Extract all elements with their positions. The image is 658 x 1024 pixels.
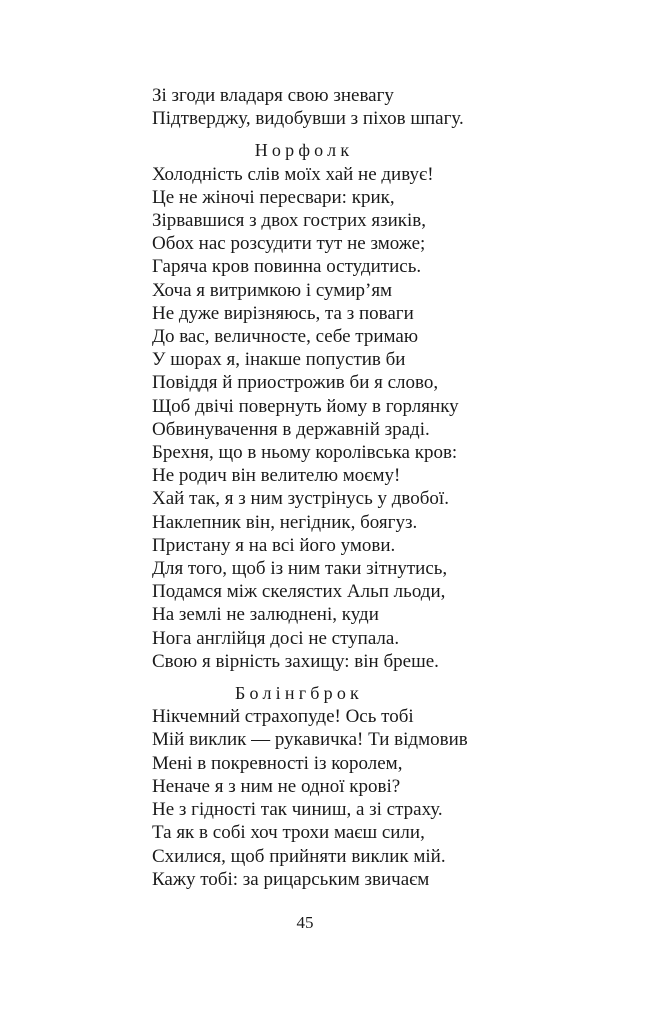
bolingbroke-speech xyxy=(152,705,552,891)
verse-line: Неначе я з ним не одної крові? xyxy=(152,775,401,797)
verse-line: Зі згоди владаря свою зневагу xyxy=(152,85,394,106)
verse-text xyxy=(152,84,552,891)
verse-line: Мій виклик — рукавичка! Ти відмовив xyxy=(152,729,468,751)
verse-line: Хоча я витримкою і сумир’ям xyxy=(152,279,393,301)
verse-line: Не родич він велителю моєму! xyxy=(152,465,401,487)
speaker-name-norfolk: Норфолк xyxy=(254,140,354,161)
verse-line: Не з гідності так чиниш, а зі страху. xyxy=(152,799,443,821)
verse-line: Свою я вірність захищу: він бреше. xyxy=(152,650,439,672)
verse-line: Наклепник він, негідник, боягуз. xyxy=(152,511,418,533)
verse-line: Щоб двічі повернуть йому в горлянку xyxy=(152,395,459,417)
verse-line: Хай так, я з ним зустрінусь у двобої. xyxy=(152,488,449,510)
intro-stanza xyxy=(152,84,552,130)
verse-line: Обох нас розсудити тут не зможе; xyxy=(152,233,426,255)
speaker-name-bolingbroke: Болінгброк xyxy=(234,683,363,704)
verse-line: Для того, щоб із ним таки зітнутись, xyxy=(152,558,448,580)
verse-line: Зірвавшися з двох гострих язиків, xyxy=(152,210,427,232)
verse-line: Це не жіночі пересвари: крик, xyxy=(152,186,395,208)
verse-line: Холодність слів моїх хай не дивує! xyxy=(152,163,434,185)
page-number: 45 xyxy=(296,913,314,932)
verse-line: Підтверджу, видобувши з піхов шпагу. xyxy=(152,108,464,130)
verse-line: Пристану я на всі його умови. xyxy=(152,534,396,556)
verse-line: Обвинувачення в державній зраді. xyxy=(152,418,430,440)
verse-line: Гаряча кров повинна остудитись. xyxy=(152,256,422,278)
norfolk-speech xyxy=(152,163,552,673)
verse-line: У шорах я, інакше попустив би xyxy=(152,349,406,371)
verse-line: Повіддя й приострожив би я слово, xyxy=(152,372,439,394)
verse-line: Не дуже вирізняюсь, та з поваги xyxy=(152,302,414,324)
verse-line: Брехня, що в ньому королівська кров: xyxy=(152,442,458,464)
verse-line: Схилися, щоб прийняти виклик мій. xyxy=(152,845,446,867)
verse-line: Нікчемний страхопуде! Ось тобі xyxy=(152,706,414,728)
verse-line: Нога англійця досі не ступала. xyxy=(152,627,400,649)
verse-line: На землі не залюднені, куди xyxy=(152,604,379,626)
verse-line: Подамся між скелястих Альп льоди, xyxy=(152,581,446,603)
verse-line: До вас, величносте, себе тримаю xyxy=(152,326,419,348)
verse-line: Мені в покревності із королем, xyxy=(152,752,403,774)
verse-line: Кажу тобі: за рицарським звичаєм xyxy=(152,868,430,890)
verse-line: Та як в собі хоч трохи маєш сили, xyxy=(152,822,425,844)
